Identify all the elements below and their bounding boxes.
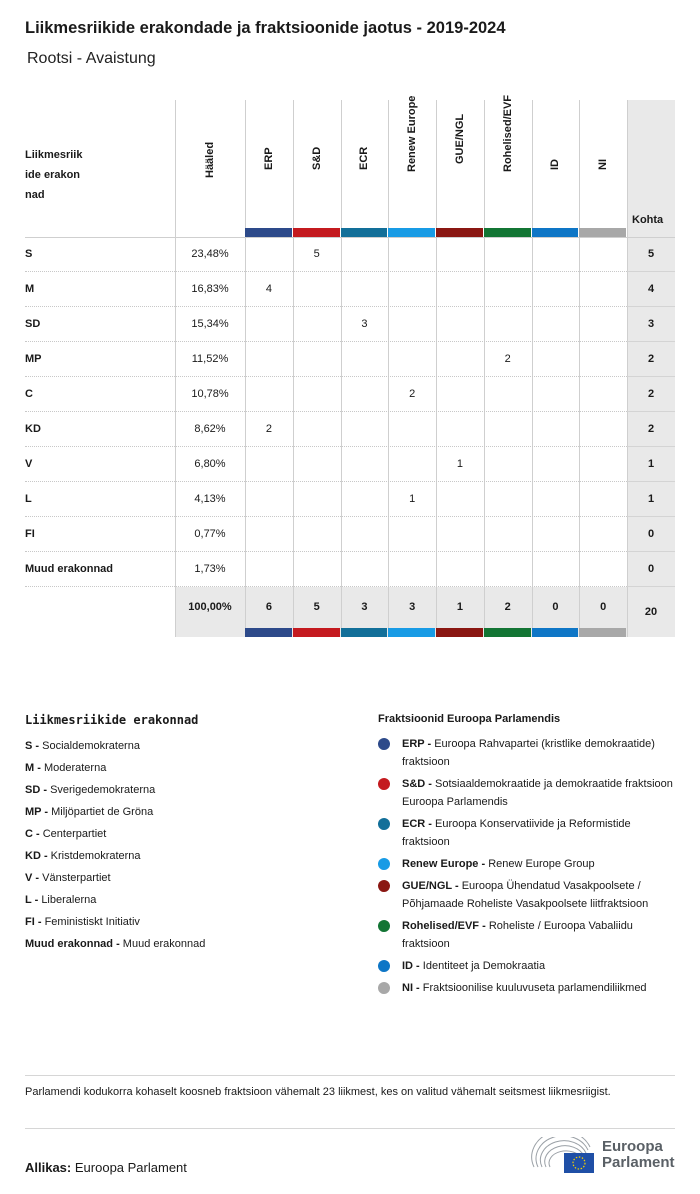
group-seat-cell — [388, 342, 436, 377]
group-color-bar — [579, 628, 626, 637]
group-seat-cell — [484, 482, 532, 517]
party-cell: FI — [25, 528, 35, 540]
party-legend-item: SD - Sverigedemokraterna — [25, 784, 156, 796]
group-seat-cell — [532, 552, 580, 587]
group-seat-cell — [436, 272, 484, 307]
group-legend-item: NI - Fraktsioonilise kuuluvuseta parlamendiliikmed — [378, 979, 678, 997]
group-color-bar — [293, 228, 340, 237]
group-seat-cell: 1 — [409, 493, 416, 505]
table-row — [25, 272, 675, 307]
group-seat-cell — [341, 377, 389, 412]
party-cell: S — [25, 248, 33, 260]
group-seat-cell — [579, 307, 627, 342]
total-group-seats-cell: 5 — [313, 601, 320, 613]
group-seat-cell — [341, 552, 389, 587]
group-legend-item: Renew Europe - Renew Europe Group — [378, 855, 678, 873]
european-parliament-logo — [530, 1137, 680, 1177]
group-column-header: Rohelised/EVF — [501, 94, 514, 172]
group-column-header: ERP — [262, 147, 275, 170]
total-seats-cell: 20 — [644, 606, 658, 618]
total-group-seats-cell: 0 — [552, 601, 559, 613]
group-seat-cell — [293, 272, 341, 307]
table-row — [25, 447, 675, 482]
group-color-dot-icon — [378, 960, 390, 972]
votes-cell: 10,78% — [191, 388, 229, 400]
group-legend-item: GUE/NGL - Euroopa Ühendatud Vasakpoolsete / Põhjamaade Roheliste Vasakpoolsete liitfraktsioon — [378, 877, 678, 913]
group-seat-cell — [341, 447, 389, 482]
seats-cell: 2 — [647, 423, 655, 435]
votes-cell: 6,80% — [194, 458, 226, 470]
party-legend-item: S - Socialdemokraterna — [25, 740, 140, 752]
group-seat-cell — [388, 272, 436, 307]
group-seat-cell — [532, 342, 580, 377]
group-seat-cell — [245, 517, 293, 552]
votes-cell: 11,52% — [191, 353, 229, 365]
group-seat-cell — [341, 272, 389, 307]
group-seat-cell — [436, 307, 484, 342]
group-seat-cell — [532, 447, 580, 482]
group-seat-cell — [484, 377, 532, 412]
party-legend-item: L - Liberalerna — [25, 894, 97, 906]
group-seat-cell — [436, 517, 484, 552]
party-legend-item: M - Moderaterna — [25, 762, 107, 774]
total-group-seats-cell: 1 — [456, 601, 463, 613]
total-votes-cell: 100,00% — [188, 601, 232, 613]
total-group-seats-cell: 3 — [409, 601, 416, 613]
group-color-dot-icon — [378, 858, 390, 870]
group-color-bar — [532, 628, 579, 637]
party-cell: V — [25, 458, 33, 470]
party-cell: M — [25, 283, 35, 295]
group-seat-cell: 2 — [409, 388, 416, 400]
seats-cell: 2 — [647, 353, 655, 365]
group-color-bar — [293, 628, 340, 637]
group-color-dot-icon — [378, 818, 390, 830]
group-seat-cell — [293, 377, 341, 412]
group-seat-cell — [484, 237, 532, 272]
group-legend-item: ECR - Euroopa Konservatiivide ja Reformistide fraktsioon — [378, 815, 678, 851]
group-seat-cell — [484, 552, 532, 587]
group-seat-cell — [245, 307, 293, 342]
table-row — [25, 517, 675, 552]
group-color-dot-icon — [378, 738, 390, 750]
party-legend-item: MP - Miljöpartiet de Gröna — [25, 806, 154, 818]
party-legend — [25, 735, 205, 955]
votes-column-header: Hääled — [204, 141, 216, 178]
parliament-hemicycle-icon — [530, 1137, 598, 1177]
group-seat-cell — [388, 412, 436, 447]
votes-cell: 0,77% — [194, 528, 226, 540]
group-seat-cell — [484, 272, 532, 307]
group-seat-cell — [341, 237, 389, 272]
seats-column-header: Kohta — [632, 214, 664, 226]
group-seat-cell — [293, 447, 341, 482]
group-legend — [378, 735, 678, 1001]
group-legend-title: Fraktsioonid Euroopa Parlamendis — [378, 713, 561, 725]
group-seat-cell — [436, 552, 484, 587]
source-line — [25, 1160, 187, 1175]
table-row — [25, 307, 675, 342]
votes-cell: 4,13% — [194, 493, 226, 505]
group-seat-cell — [532, 237, 580, 272]
group-column-header: ID — [549, 159, 562, 170]
group-seat-cell — [579, 412, 627, 447]
group-seat-cell — [532, 272, 580, 307]
group-seat-cell — [484, 517, 532, 552]
group-seat-cell: 4 — [265, 283, 272, 295]
group-column-header: ECR — [358, 146, 371, 170]
table-row — [25, 412, 675, 447]
group-seat-cell: 1 — [456, 458, 463, 470]
source-label: Allikas: — [25, 1160, 72, 1175]
group-seat-cell — [341, 342, 389, 377]
group-seat-cell — [579, 482, 627, 517]
total-group-seats-cell: 3 — [361, 601, 368, 613]
group-color-dot-icon — [378, 778, 390, 790]
table-row — [25, 237, 675, 272]
group-seat-cell — [293, 552, 341, 587]
group-seat-cell — [579, 272, 627, 307]
group-color-bar — [245, 228, 292, 237]
seat-distribution-table — [25, 94, 675, 618]
party-legend-item: KD - Kristdemokraterna — [25, 850, 141, 862]
group-seat-cell: 2 — [504, 353, 511, 365]
group-seat-cell — [388, 307, 436, 342]
party-legend-item: FI - Feministiskt Initiativ — [25, 916, 140, 928]
votes-cell: 8,62% — [194, 423, 226, 435]
group-seat-cell — [579, 447, 627, 482]
totals-row — [25, 587, 675, 629]
group-seat-cell — [293, 412, 341, 447]
group-seat-cell — [532, 412, 580, 447]
group-color-dot-icon — [378, 880, 390, 892]
group-legend-item: Rohelised/EVF - Roheliste / Euroopa Vabaliidu fraktsioon — [378, 917, 678, 953]
group-seat-cell — [341, 482, 389, 517]
total-group-seats-cell: 2 — [504, 601, 511, 613]
group-seat-cell: 2 — [265, 423, 272, 435]
group-seat-cell — [245, 342, 293, 377]
party-cell: SD — [25, 318, 41, 330]
group-seat-cell — [436, 482, 484, 517]
group-seat-cell — [436, 377, 484, 412]
group-seat-cell — [293, 482, 341, 517]
seats-cell: 5 — [647, 248, 655, 260]
group-seat-cell — [579, 517, 627, 552]
seats-cell: 0 — [647, 563, 655, 575]
total-group-seats-cell: 6 — [265, 601, 272, 613]
group-color-bar — [532, 228, 579, 237]
votes-cell: 1,73% — [194, 563, 226, 575]
group-seat-cell — [388, 447, 436, 482]
group-seat-cell — [245, 447, 293, 482]
seats-cell: 2 — [647, 388, 655, 400]
group-seat-cell — [341, 517, 389, 552]
group-seat-cell: 5 — [313, 248, 320, 260]
divider — [25, 1075, 675, 1076]
source-value: Euroopa Parlament — [74, 1160, 187, 1175]
seats-cell: 1 — [647, 493, 655, 505]
party-legend-title: Liikmesriikide erakonnad — [25, 713, 199, 727]
seats-cell: 3 — [647, 318, 655, 330]
seats-cell: 4 — [647, 283, 655, 295]
group-legend-item: S&D - Sotsiaaldemokraatide ja demokraatide fraktsioon Euroopa Parlamendis — [378, 775, 678, 811]
group-color-dot-icon — [378, 920, 390, 932]
group-seat-cell — [436, 412, 484, 447]
group-color-bar — [484, 628, 531, 637]
group-seat-cell: 3 — [361, 318, 368, 330]
group-color-bar — [341, 228, 388, 237]
group-color-bar — [388, 228, 435, 237]
page-title: Liikmesriikide erakondade ja fraktsioonide jaotus - 2019-2024 — [25, 19, 506, 37]
group-seat-cell — [245, 552, 293, 587]
group-seat-cell — [532, 377, 580, 412]
table-row — [25, 552, 675, 587]
group-legend-item: ERP - Euroopa Rahvapartei (kristlike demokraatide) fraktsioon — [378, 735, 678, 771]
group-seat-cell — [388, 517, 436, 552]
group-seat-cell — [484, 412, 532, 447]
party-column-header: Liikmesriikide erakonnad — [25, 149, 83, 201]
party-cell: Muud erakonnad — [25, 563, 114, 575]
group-column-header: Renew Europe — [406, 95, 419, 172]
group-legend-item: ID - Identiteet ja Demokraatia — [378, 957, 678, 975]
total-group-seats-cell: 0 — [600, 601, 607, 613]
group-color-bar — [245, 628, 292, 637]
group-color-bar — [484, 228, 531, 237]
group-color-bar — [388, 628, 435, 637]
group-seat-cell — [245, 482, 293, 517]
table-row — [25, 377, 675, 412]
group-seat-cell — [579, 237, 627, 272]
group-seat-cell — [245, 377, 293, 412]
table-header — [25, 94, 675, 237]
votes-cell: 16,83% — [191, 283, 229, 295]
group-seat-cell — [245, 237, 293, 272]
group-color-dot-icon — [378, 982, 390, 994]
group-color-bar — [579, 228, 626, 237]
group-seat-cell — [579, 342, 627, 377]
group-color-bar — [341, 628, 388, 637]
seats-cell: 1 — [647, 458, 655, 470]
group-seat-cell — [579, 552, 627, 587]
group-seat-cell — [293, 342, 341, 377]
footnote: Parlamendi kodukorra kohaselt koosneb fraktsioon vähemalt 23 liikmest, kes on valitud vähemalt seitsmest liikmesriigist. — [25, 1086, 611, 1098]
group-seat-cell — [532, 482, 580, 517]
party-legend-item: C - Centerpartiet — [25, 828, 107, 840]
page-subtitle: Rootsi - Avaistung — [27, 50, 156, 67]
group-seat-cell — [388, 552, 436, 587]
group-seat-cell — [484, 447, 532, 482]
group-seat-cell — [293, 517, 341, 552]
group-seat-cell — [341, 412, 389, 447]
votes-cell: 15,34% — [191, 318, 229, 330]
party-legend-item: Muud erakonnad - Muud erakonnad — [25, 938, 206, 950]
group-seat-cell — [579, 377, 627, 412]
party-legend-item: V - Vänsterpartiet — [25, 872, 111, 884]
group-column-header: GUE/NGL — [453, 113, 466, 164]
party-cell: MP — [25, 353, 42, 365]
group-color-bar — [436, 628, 483, 637]
group-color-bar — [436, 228, 483, 237]
votes-cell: 23,48% — [191, 248, 229, 260]
group-seat-cell — [388, 237, 436, 272]
table-row — [25, 342, 675, 377]
party-cell: L — [25, 493, 32, 505]
group-seat-cell — [484, 307, 532, 342]
divider — [25, 1128, 675, 1129]
seats-cell: 0 — [647, 528, 655, 540]
group-seat-cell — [293, 307, 341, 342]
group-seat-cell — [532, 517, 580, 552]
group-column-header: S&D — [310, 146, 323, 170]
table-row — [25, 482, 675, 517]
group-seat-cell — [436, 342, 484, 377]
group-seat-cell — [532, 307, 580, 342]
logo-text: Euroopa Parlament — [602, 1138, 675, 1171]
group-column-header: NI — [597, 159, 610, 170]
group-seat-cell — [436, 237, 484, 272]
party-cell: C — [25, 388, 33, 400]
party-cell: KD — [25, 423, 41, 435]
